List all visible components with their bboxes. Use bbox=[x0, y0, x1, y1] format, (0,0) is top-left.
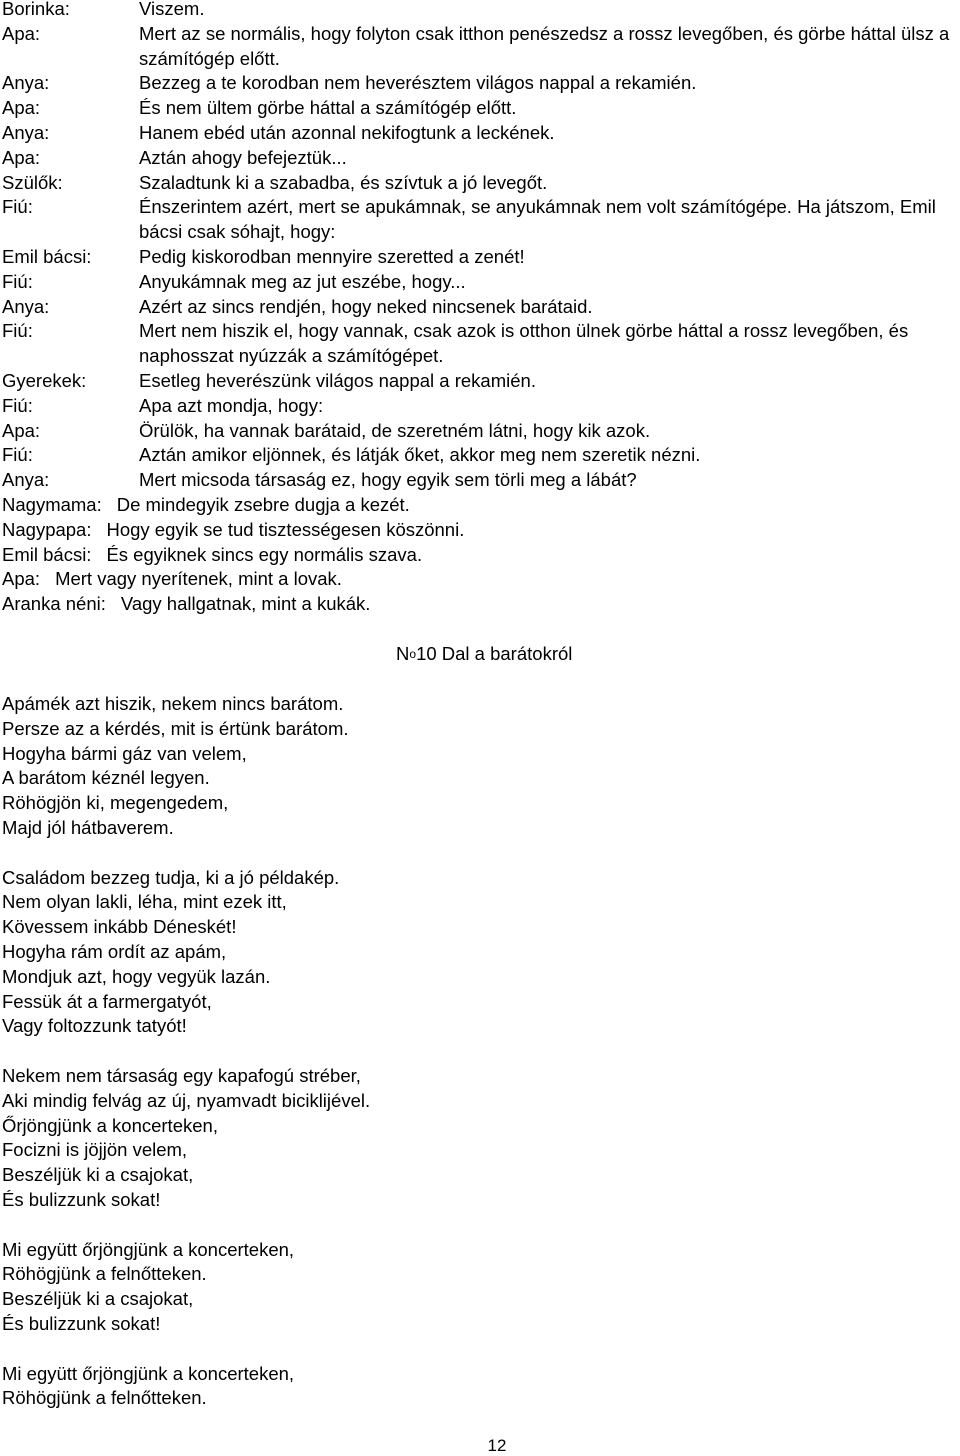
speaker-name: Fiú: bbox=[2, 270, 33, 292]
speaker-name: Fiú: bbox=[2, 320, 33, 342]
speaker-name: Anya: bbox=[2, 295, 50, 317]
dialogue-text: Énszerintem azért, mert se apukámnak, se anyukámnak nem volt számítógépe. Ha játszom, Emil bácsi csak sóhajt, hogy: bbox=[139, 196, 936, 243]
dialogue-text: Azért az sincs rendjén, hogy neked nincsenek barátaid. bbox=[139, 295, 593, 317]
speaker-name: Aranka néni: bbox=[2, 593, 106, 615]
dialogue-text: Szaladtunk ki a szabadba, és szívtuk a jó levegőt. bbox=[139, 171, 548, 193]
lyric-line: Kövessem inkább Déneskét! bbox=[2, 916, 237, 938]
dialogue-text: Hogy egyik se tud tisztességesen köszönni. bbox=[106, 518, 465, 540]
speaker-name: Anya: bbox=[2, 121, 50, 143]
dialogue-text: Esetleg heverészünk világos nappal a rekamién. bbox=[139, 369, 536, 391]
dialogue-text: Aztán ahogy befejeztük... bbox=[139, 146, 347, 168]
lyric-line: Aki mindig felvág az új, nyamvadt biciklijével. bbox=[2, 1089, 371, 1111]
dialogue-text: Örülök, ha vannak barátaid, de szeretném látni, hogy kik azok. bbox=[139, 419, 651, 441]
dialogue-line bbox=[2, 171, 958, 196]
lyric-line: Mondjuk azt, hogy vegyük lazán. bbox=[2, 965, 271, 987]
dialogue-text: De mindegyik zsebre dugja a kezét. bbox=[116, 493, 410, 515]
dialogue-line bbox=[2, 270, 958, 295]
lyric-line: Mi együtt őrjöngjünk a koncerteken, bbox=[2, 1238, 295, 1260]
dialogue-section bbox=[2, 0, 958, 617]
dialogue-line bbox=[2, 22, 958, 72]
dialogue-line bbox=[2, 518, 958, 543]
dialogue-line bbox=[2, 493, 958, 518]
dialogue-line bbox=[2, 319, 958, 369]
dialogue-text: Mert nem hiszik el, hogy vannak, csak azok is otthon ülnek görbe háttal a rossz levegőben, és naphosszat nyúzzák a számítógépet. bbox=[139, 320, 909, 367]
lyric-line: Majd jól hátbaverem. bbox=[2, 816, 174, 838]
speaker-name: Apa: bbox=[2, 22, 41, 44]
lyric-line: Röhögjünk a felnőtteken. bbox=[2, 1263, 207, 1285]
dialogue-line bbox=[2, 543, 958, 568]
song-lyrics bbox=[2, 692, 370, 1436]
lyric-line: Beszéljük ki a csajokat, bbox=[2, 1164, 194, 1186]
lyric-line: Nekem nem társaság egy kapafogú stréber, bbox=[2, 1064, 361, 1086]
dialogue-line bbox=[2, 419, 958, 444]
lyric-line: Őrjöngjünk a koncerteken, bbox=[2, 1114, 218, 1136]
dialogue-text: Aztán amikor eljönnek, és látják őket, akkor meg nem szeretik nézni. bbox=[139, 444, 701, 466]
dialogue-line bbox=[2, 71, 958, 96]
speaker-name: Fiú: bbox=[2, 444, 33, 466]
speaker-name: Emil bácsi: bbox=[2, 543, 92, 565]
speaker-name: Apa: bbox=[2, 146, 41, 168]
lyric-line: Focizni is jöjjön velem, bbox=[2, 1139, 188, 1161]
dialogue-line bbox=[2, 0, 958, 22]
dialogue-text: Apa azt mondja, hogy: bbox=[139, 394, 324, 416]
speaker-name: Gyerekek: bbox=[2, 369, 87, 391]
dialogue-line bbox=[2, 245, 958, 270]
speaker-name: Fiú: bbox=[2, 394, 33, 416]
dialogue-line bbox=[2, 443, 958, 468]
song-title-text: 10 Dal a barátokról bbox=[416, 643, 573, 664]
lyric-line: És bulizzunk sokat! bbox=[2, 1188, 161, 1210]
speaker-name: Anya: bbox=[2, 469, 50, 491]
speaker-name: Emil bácsi: bbox=[2, 245, 92, 267]
lyric-line: Hogyha rám ordít az apám, bbox=[2, 940, 227, 962]
lyric-line: Röhögjön ki, megengedem, bbox=[2, 792, 229, 814]
stanza bbox=[2, 1362, 370, 1412]
dialogue-text: És nem ültem görbe háttal a számítógép előtt. bbox=[139, 97, 517, 119]
speaker-name: Nagypapa: bbox=[2, 518, 92, 540]
dialogue-line bbox=[2, 96, 958, 121]
stanza bbox=[2, 1238, 370, 1337]
lyric-line: Nem olyan lakli, léha, mint ezek itt, bbox=[2, 891, 287, 913]
dialogue-text: Viszem. bbox=[139, 0, 205, 19]
dialogue-text: Mert az se normális, hogy folyton csak itthon penészedsz a rossz levegőben, és görbe háttal ülsz a számítógép előtt. bbox=[139, 22, 950, 69]
speaker-name: Apa: bbox=[2, 419, 41, 441]
dialogue-line bbox=[2, 121, 958, 146]
dialogue-line bbox=[2, 195, 958, 245]
stanza bbox=[2, 692, 370, 841]
lyric-line: A barátom kéznél legyen. bbox=[2, 767, 210, 789]
speaker-name: Anya: bbox=[2, 72, 50, 94]
lyric-line: Mi együtt őrjöngjünk a koncerteken, bbox=[2, 1362, 295, 1384]
dialogue-text: Pedig kiskorodban mennyire szeretted a zenét! bbox=[139, 245, 525, 267]
lyric-line: Röhögjünk a felnőtteken. bbox=[2, 1387, 207, 1409]
page-number: 12 bbox=[487, 1436, 507, 1455]
speaker-name: Apa: bbox=[2, 568, 41, 590]
dialogue-text: Anyukámnak meg az jut eszébe, hogy... bbox=[139, 270, 466, 292]
stanza bbox=[2, 1064, 370, 1213]
speaker-name: Borinka: bbox=[2, 0, 70, 19]
dialogue-text: És egyiknek sincs egy normális szava. bbox=[106, 543, 423, 565]
song-title-prefix: N bbox=[396, 643, 410, 664]
dialogue-text: Mert vagy nyerítenek, mint a lovak. bbox=[55, 568, 342, 590]
dialogue-line bbox=[2, 295, 958, 320]
speaker-name: Nagymama: bbox=[2, 493, 102, 515]
lyric-line: Vagy foltozzunk tatyót! bbox=[2, 1015, 187, 1037]
dialogue-line bbox=[2, 369, 958, 394]
speaker-name: Szülők: bbox=[2, 171, 63, 193]
lyric-line: Apámék azt hiszik, nekem nincs barátom. bbox=[2, 693, 344, 714]
lyric-line: Fessük át a farmergatyót, bbox=[2, 990, 212, 1012]
dialogue-line bbox=[2, 592, 958, 617]
dialogue-text: Hanem ebéd után azonnal nekifogtunk a leckének. bbox=[139, 121, 555, 143]
dialogue-text: Bezzeg a te korodban nem heverésztem világos nappal a rekamién. bbox=[139, 72, 697, 94]
lyric-line: Hogyha bármi gáz van velem, bbox=[2, 742, 247, 764]
lyric-line: Beszéljük ki a csajokat, bbox=[2, 1288, 194, 1310]
dialogue-text: Vagy hallgatnak, mint a kukák. bbox=[120, 593, 371, 615]
stanza bbox=[2, 866, 370, 1040]
speaker-name: Apa: bbox=[2, 97, 41, 119]
lyric-line: És bulizzunk sokat! bbox=[2, 1312, 161, 1334]
lyric-line: Persze az a kérdés, mit is értünk barátom. bbox=[2, 717, 349, 739]
lyric-line: Családom bezzeg tudja, ki a jó példakép. bbox=[2, 866, 340, 888]
song-title-number-mark: o bbox=[409, 647, 417, 661]
speaker-name: Fiú: bbox=[2, 196, 33, 218]
dialogue-text: Mert micsoda társaság ez, hogy egyik sem törli meg a lábát? bbox=[139, 469, 637, 491]
song-title bbox=[396, 643, 572, 665]
dialogue-line bbox=[2, 146, 958, 171]
dialogue-line bbox=[2, 394, 958, 419]
dialogue-line bbox=[2, 567, 958, 592]
dialogue-line bbox=[2, 468, 958, 493]
